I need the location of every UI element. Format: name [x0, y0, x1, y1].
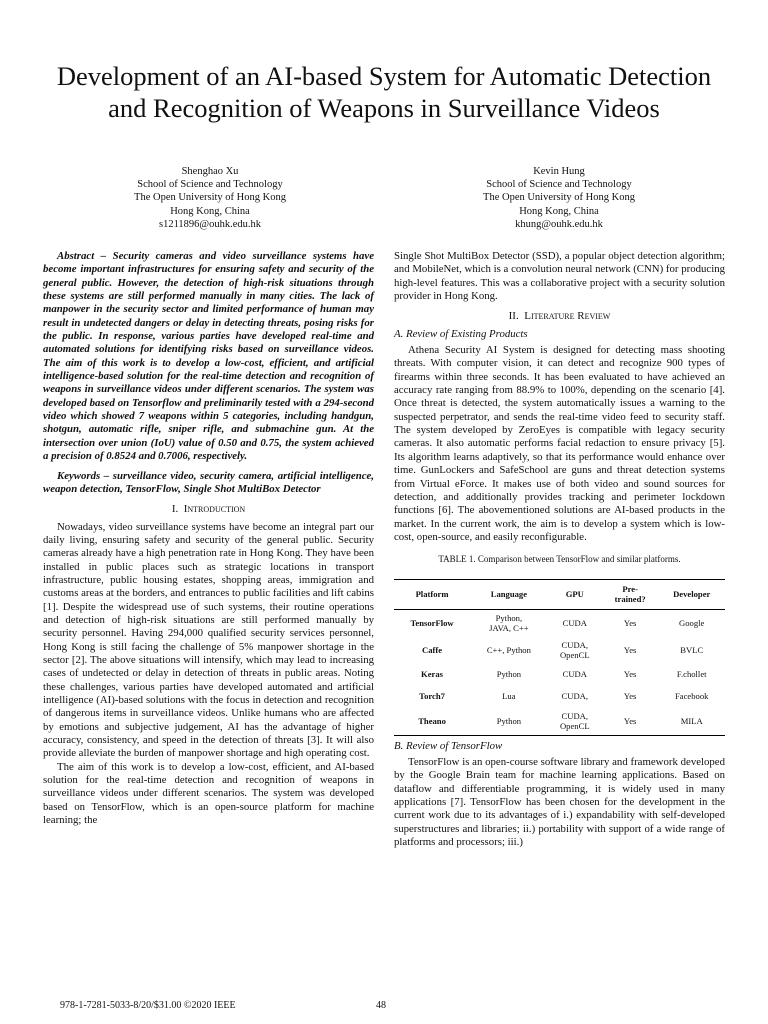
tensorflow-paragraph: TensorFlow is an open-course software library and framework developed by the Google Brain team for machine learning applications. Based on dataflow and differentiable programming, it is widely used in many applications [7]. TensorFlow has been chosen for the development in the current work due to its advantages of i.) expandability with self-developed superstructures and libraries; ii.) portability with support of a wide range of platforms and processors; iii.)	[394, 755, 725, 848]
table-header-cell: Pre- trained?	[602, 579, 659, 609]
table-cell: MILA	[680, 715, 703, 726]
author-email: khung@ouhk.edu.hk	[515, 218, 603, 230]
table-cell: Yes	[623, 691, 637, 702]
table-caption: TABLE 1. Comparison between TensorFlow and similar platforms.	[438, 554, 681, 565]
section-heading-introduction	[43, 503, 374, 516]
table-cell: CUDA, OpenCL	[559, 639, 590, 661]
footer-isbn: 978-1-7281-5033-8/20/$31.00 ©2020 IEEE	[60, 1000, 236, 1011]
table-cell: Python, JAVA, C++	[489, 612, 529, 634]
subsection-heading-tensorflow: B. Review of TensorFlow	[394, 739, 503, 752]
intro-paragraph-1: Nowadays, video surveillance systems have become an integral part our daily living, ensuring safety and security of the general public. Security cameras already have a high penetration rate in Hong Kong. They have been installed in public places such as strategic locations in transport infrastructure, public housing estates, shopping areas, immigration and customs areas at the borders, and entrances to public facilities and lift cabins [1]. Despite the widespread use of such systems, their routine operations and detection of high-risk situations are still performed manually by security personnel. Having 294,000 qualified security services personnel, Hong Kong is still facing the challenge of 5% manpower shortage in the sector [2]. The above situations will intensify, which may lead to increasing cases of undetected or delay in detection of threats in public areas. Noting these challenges, various parties have developed automated and artificial intelligence (AI)-based solutions with the focus in detection and recognition of dangerous items in surveillance videos. Unlike humans who are affected by emotions and subjective judgement, AI has the advantage of higher accuracy, consistency, and speed in the detection of threats [3]. It will also provide alleviate the burden of manpower shortage and high operating cost.	[43, 520, 374, 760]
table-cell: C++, Python	[486, 644, 531, 655]
paper-title: Development of an AI-based System for Automatic Detection and Recognition of Weapons in Surveillance Videos	[56, 61, 712, 123]
table-row	[394, 664, 725, 686]
table-row	[394, 686, 725, 708]
table-cell: F.chollet	[676, 669, 707, 680]
section-number: I.	[171, 503, 179, 516]
table-cell: CUDA, OpenCL	[559, 710, 590, 732]
table-cell: CUDA,	[561, 691, 589, 702]
table-cell: CUDA	[562, 669, 587, 680]
table-cell: Keras	[421, 669, 444, 680]
table-cell: Yes	[623, 669, 637, 680]
table-header-row	[394, 579, 725, 609]
table-cell: Caffe	[422, 644, 443, 655]
author-location: Hong Kong, China	[519, 205, 599, 217]
table-cell: Yes	[623, 617, 637, 628]
table-cell: Yes	[623, 644, 637, 655]
table-cell: BVLC	[680, 644, 704, 655]
author-email: s1211896@ouhk.edu.hk	[158, 218, 262, 230]
right-column	[394, 250, 725, 849]
review-paragraph: Athena Security AI System is designed for detecting mass shooting threats. With computer vision, it can detect and recognize 900 types of firearms within three seconds. It has been evaluated to have achieved an accuracy rate ranging from 88.9% to 100%, depending on the scenario [4]. Once threat is detected, the system automatically issues a warning to the suspected perpetrator, and sends the real-time video feed to security staff. The system developed by ZeroEyes is compatible with legacy security cameras. It also automatic performs facial redaction to ensure privacy [5]. Its algorithm learns adaptively, so that its performance would enhance over time. GunLockers and SafeSchool are guns and threat detection systems from Virtual eForce. It makes use of both video and sound sources for detection, and additionally provides tracking and perimeter lockdown functions [6]. The abovementioned solutions are AI-based products in the market. In the current work, the aim is to develop a system which is low-cost, open-source, and easily reconfigurable.	[394, 344, 725, 543]
author-school: School of Science and Technology	[486, 179, 632, 191]
table-cell: Facebook	[675, 691, 709, 702]
author-location: Hong Kong, China	[170, 205, 250, 217]
author-block-2	[409, 165, 709, 231]
table-header-cell: Platform	[394, 579, 470, 609]
section-title: Introduction	[183, 503, 246, 516]
table-cell: Torch7	[419, 691, 445, 702]
table-cell: Google	[679, 617, 705, 628]
intro-paragraph-2-continued: Single Shot MultiBox Detector (SSD), a popular object detection algorithm; and MobileNet, which is a convolution neural network (CNN) for producing high-level features. This was a collaborative project with a security solution provider in Hong Kong.	[394, 250, 725, 303]
intro-paragraph-2: The aim of this work is to develop a low-cost, efficient, and AI-based solution for the real-time detection and recognition of weapons in surveillance videos under different scenarios. The system was developed based on TensorFlow, which is an open-source platform for machine learning; the	[43, 760, 374, 827]
author-block-1	[60, 165, 360, 231]
author-name: Shenghao Xu	[181, 166, 239, 177]
table-cell: Lua	[502, 691, 516, 702]
table-row	[394, 609, 725, 637]
table-row	[394, 637, 725, 664]
table-header-cell: Language	[470, 579, 548, 609]
keywords: Keywords – surveillance video, security camera, artificial intelligence, weapon detection, TensorFlow, Single Shot MultiBox Detector	[43, 469, 374, 495]
author-university: The Open University of Hong Kong	[134, 192, 286, 204]
table-cell: Theano	[418, 715, 446, 726]
section-heading-literature-review	[394, 310, 725, 323]
table-header-cell: GPU	[548, 579, 602, 609]
section-number: II.	[508, 310, 519, 323]
page-number: 48	[376, 1000, 386, 1011]
subsection-heading-existing-products: A. Review of Existing Products	[394, 327, 528, 340]
table-header-cell: Developer	[658, 579, 725, 609]
author-school: School of Science and Technology	[137, 179, 283, 191]
table-row	[394, 708, 725, 736]
section-title: Literature Review	[524, 310, 611, 323]
table-cell: Yes	[623, 715, 637, 726]
table-cell: CUDA	[562, 617, 587, 628]
left-column	[43, 250, 374, 827]
abstract: Abstract – Security cameras and video surveillance systems have become important infrastructures for ensuring safety and security of the general public. However, the detection of high-risk situations through these systems are still performed manually in many cities. The lack of manpower in the security sector and limited performance of human may result in undetected dangers or delay in detecting threats, posing risks for the public. In response, various parties have developed real-time and automated solutions for identifying risks based on surveillance videos. The aim of this work is to develop a low-cost, efficient, and artificial intelligence-based solution for the real-time detection and recognition of weapons in surveillance videos under different scenarios. The system was developed based on Tensorflow and preliminarily tested with a 294-second video which showed 7 weapons within 5 categories, including handgun, shotgun, automatic rifle, sniper rifle, and submachine gun. At the intersection over union (IoU) value of 0.50 and 0.75, the system achieved a precision of 0.8524 and 0.7006, respectively.	[43, 250, 374, 463]
comparison-table	[394, 579, 725, 736]
author-name: Kevin Hung	[533, 166, 585, 177]
table-cell: TensorFlow	[410, 617, 454, 628]
table-cell: Python	[496, 715, 522, 726]
author-university: The Open University of Hong Kong	[483, 192, 635, 204]
table-cell: Python	[496, 669, 522, 680]
